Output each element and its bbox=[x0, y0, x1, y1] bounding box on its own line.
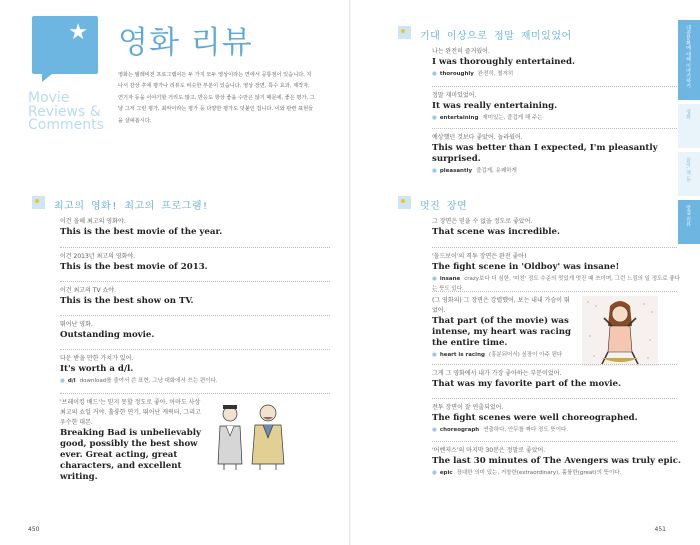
section-bullet-icon bbox=[398, 26, 411, 39]
page-number-right: 451 bbox=[654, 526, 666, 533]
right-page bbox=[350, 0, 700, 545]
circle-bullet-icon: ● bbox=[432, 276, 437, 282]
english-title: Movie Reviews & Comments bbox=[28, 90, 104, 133]
vocab-note: ● thoroughly 완전히, 철저히 bbox=[432, 71, 514, 77]
tv-characters-illustration bbox=[208, 400, 298, 472]
section-bullet-icon bbox=[32, 196, 45, 209]
circle-bullet-icon: ● bbox=[60, 378, 65, 384]
tab-music-books[interactable]: 음악, 책 등 bbox=[678, 152, 700, 196]
circle-bullet-icon: ● bbox=[432, 71, 437, 77]
expression-entry: 다운 받을 만한 가치가 있어. It's worth a d/l. ● d/l download를 줄여서 쓴 표현, 그냥 대화에서 쓰는 편이다. bbox=[60, 354, 330, 386]
expression-entry: 이건 올해 최고의 영화야. This is the best movie of the year. bbox=[60, 218, 223, 237]
page-number-left: 450 bbox=[28, 526, 40, 533]
expression-entry: 그 장면은 믿을 수 없을 정도로 좋았어. That scene was incredible. bbox=[432, 218, 560, 237]
expression-entry: 그게 그 영화에서 내가 가장 좋아하는 부분이었어. That was my favorite part of the movie. bbox=[432, 370, 621, 389]
section-header-entertaining: 기대 이상으로 정말 재미있었어 bbox=[398, 26, 668, 40]
circle-bullet-icon: ● bbox=[432, 168, 437, 174]
expression-entry: 이건 2013년 최고의 영화야. This is the best movie of 2013. bbox=[60, 253, 208, 272]
tab-pop-culture[interactable]: 대중문화에 대해 이야기하기 bbox=[678, 20, 700, 100]
expression-entry: '어벤저스'의 마지막 30분은 정말로 좋았어. The last 30 minutes of The Avengers was truly epic. ● epic 장대한 의미 있는, 거창한(extraordinary), 훌륭한(great)의 뜻이다. bbox=[432, 447, 681, 476]
circle-bullet-icon: ● bbox=[432, 352, 437, 358]
vocab-note: ● pleasantly 즐겁게, 유쾌하게 bbox=[432, 168, 517, 174]
vocab-note: ● d/l download를 줄여서 쓴 표현, 그냥 대화에서 쓰는 편이다. bbox=[60, 378, 218, 384]
vocab-note: ● epic 장대한 의미 있는, 거창한(extraordinary), 훌륭한(great)의 뜻이다. bbox=[432, 470, 622, 476]
tab-restaurant-reviews[interactable]: 맛집 리뷰 bbox=[678, 200, 700, 244]
vocab-note: ● insane crazy보다 더 심한, '미친' 정도 수준의 멋있게 멋진 때 쓰이며, 그런 느낌의 일 정도로 좋다는 뜻도 있다. bbox=[432, 276, 681, 292]
section-bullet-icon bbox=[398, 196, 411, 209]
vocab-note: ● choreograph 연출하다, 안무를 짜다 정도 뜻이다. bbox=[432, 427, 569, 433]
expression-entry: 전투 장면이 잘 연출되었어. The fight scenes were well choreographed. ● choreograph 연출하다, 안무를 짜다 정도 뜻이다. bbox=[432, 403, 677, 435]
expression-entry: 나는 완전히 즐거웠어. I was thoroughly entertained. ● thoroughly 완전히, 철저히 bbox=[432, 47, 677, 79]
excited-woman-illustration bbox=[582, 296, 658, 366]
chapter-badge bbox=[32, 16, 98, 74]
circle-bullet-icon: ● bbox=[432, 427, 437, 433]
expression-entry: (그 영화의) 그 장면은 강렬했어, 보는 내내 가슴이 뛰었어. That part (of the movie) was intense, my heart was racing the entire time. ● heart is racing (흥분되어서) 심장이 아주 뛴다 bbox=[432, 297, 571, 358]
expression-entry: 이건 최고의 TV 쇼야. This is the best show on TV. bbox=[60, 287, 194, 306]
section-header-best: 최고의 영화! 최고의 프로그램! bbox=[32, 196, 332, 210]
expression-entry: '올드보이'의 격투 장면은 완전 좋아! The fight scene in 'Oldboy' was insane! ● insane crazy보다 더 심한, '미친' 정도 수준의 멋있게 멋진 때 쓰이며, 그런 느낌의 일 정도로 좋다는 뜻도 있다. bbox=[432, 253, 681, 292]
page-title: 영화 리뷰 bbox=[118, 25, 253, 61]
section-header-scenes: 멋진 장면 bbox=[398, 196, 668, 210]
circle-bullet-icon: ● bbox=[432, 115, 437, 121]
intro-paragraph: 영화는 텔레비전 프로그램이든 두 가지 모두 영상이라는 면에서 공통점이 있습니다. 지나서 감상 후에 평가나 리뷰도 비슷한 부분이 있습니다. 영상 장면, 특수 효과, 제작자, 연기자 등을 이야기할 거리도 많고, 반응도 항상 좋을 수만은 않기 때문에, 좋은 평가, 그냥 그저 그런 평가, 최악이라는 평가 등 다양한 평가도 덧붙인 겁니다. 이와 관련 표현들을 살펴봅시다. bbox=[118, 72, 315, 124]
tab-movies[interactable]: 영화 bbox=[678, 104, 700, 148]
circle-bullet-icon: ● bbox=[432, 470, 437, 476]
expression-entry: 뛰어난 영화. Outstanding movie. bbox=[60, 321, 155, 340]
vocab-note: ● entertaining 재미있는, 즐겁게 해 주는 bbox=[432, 115, 543, 121]
expression-entry: '브레이킹 배드'는 믿지 못할 정도로 좋아. 아마도 사상 최고의 쇼일 거야. 훌륭한 연기, 뛰어난 캐릭터, 그리고 우수한 대본. Breaking Bad is unbelievably good, possibly the best show ever. Great acting, great characters, and excellent writing. bbox=[60, 399, 202, 482]
expression-entry: 정말 재미있었어. It was really entertaining. ● entertaining 재미있는, 즐겁게 해 주는 bbox=[432, 91, 677, 123]
star-icon: ★ bbox=[68, 20, 88, 45]
vocab-note: ● heart is racing (흥분되어서) 심장이 아주 뛴다 bbox=[432, 352, 563, 358]
expression-entry: 예상했던 것보다 좋았어. 놀라웠어. This was better than I expected, I'm pleasantly surprised. ● pleasantly 즐겁게, 유쾌하게 bbox=[432, 133, 682, 176]
